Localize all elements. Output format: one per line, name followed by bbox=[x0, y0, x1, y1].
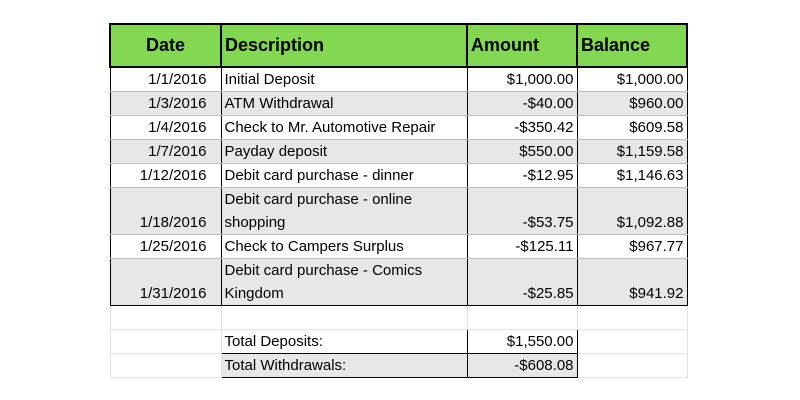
date-cell[interactable]: 1/18/2016 bbox=[110, 188, 221, 235]
amount-cell[interactable]: $550.00 bbox=[467, 140, 577, 164]
header-balance[interactable]: Balance bbox=[577, 24, 687, 67]
total-withdrawals-value[interactable]: -$608.08 bbox=[467, 353, 577, 377]
total-withdrawals-row bbox=[110, 353, 687, 377]
table-row bbox=[110, 188, 687, 235]
total-deposits-value[interactable]: $1,550.00 bbox=[467, 329, 577, 353]
date-cell[interactable]: 1/3/2016 bbox=[110, 92, 221, 116]
table-row bbox=[110, 140, 687, 164]
description-cell[interactable]: Initial Deposit bbox=[221, 67, 467, 92]
amount-cell[interactable]: -$25.85 bbox=[467, 259, 577, 306]
empty-cell[interactable] bbox=[467, 306, 577, 330]
register-table bbox=[109, 23, 688, 378]
table-row bbox=[110, 67, 687, 92]
amount-cell[interactable]: $1,000.00 bbox=[467, 67, 577, 92]
table-row bbox=[110, 235, 687, 259]
description-cell[interactable]: ATM Withdrawal bbox=[221, 92, 467, 116]
description-cell[interactable]: Check to Mr. Automotive Repair bbox=[221, 116, 467, 140]
date-cell[interactable]: 1/7/2016 bbox=[110, 140, 221, 164]
date-cell[interactable]: 1/1/2016 bbox=[110, 67, 221, 92]
total-deposits-label[interactable]: Total Deposits: bbox=[221, 329, 467, 353]
balance-cell[interactable]: $609.58 bbox=[577, 116, 687, 140]
empty-cell[interactable] bbox=[577, 353, 687, 377]
date-cell[interactable]: 1/4/2016 bbox=[110, 116, 221, 140]
table-row bbox=[110, 164, 687, 188]
table-row bbox=[110, 116, 687, 140]
empty-cell[interactable] bbox=[110, 306, 221, 330]
header-row bbox=[110, 24, 687, 67]
table-row bbox=[110, 259, 687, 306]
empty-cell[interactable] bbox=[221, 306, 467, 330]
total-deposits-row bbox=[110, 329, 687, 353]
total-withdrawals-label[interactable]: Total Withdrawals: bbox=[221, 353, 467, 377]
header-date[interactable]: Date bbox=[110, 24, 221, 67]
header-amount[interactable]: Amount bbox=[467, 24, 577, 67]
description-cell[interactable]: Debit card purchase - online shopping bbox=[221, 188, 467, 235]
empty-row bbox=[110, 306, 687, 330]
amount-cell[interactable]: -$40.00 bbox=[467, 92, 577, 116]
balance-cell[interactable]: $1,092.88 bbox=[577, 188, 687, 235]
description-cell[interactable]: Check to Campers Surplus bbox=[221, 235, 467, 259]
balance-cell[interactable]: $960.00 bbox=[577, 92, 687, 116]
description-cell[interactable]: Payday deposit bbox=[221, 140, 467, 164]
table-row bbox=[110, 92, 687, 116]
date-cell[interactable]: 1/25/2016 bbox=[110, 235, 221, 259]
balance-cell[interactable]: $941.92 bbox=[577, 259, 687, 306]
date-cell[interactable]: 1/31/2016 bbox=[110, 259, 221, 306]
empty-cell[interactable] bbox=[110, 353, 221, 377]
empty-cell[interactable] bbox=[110, 329, 221, 353]
balance-cell[interactable]: $967.77 bbox=[577, 235, 687, 259]
amount-cell[interactable]: -$350.42 bbox=[467, 116, 577, 140]
empty-cell[interactable] bbox=[577, 306, 687, 330]
date-cell[interactable]: 1/12/2016 bbox=[110, 164, 221, 188]
empty-cell[interactable] bbox=[577, 329, 687, 353]
amount-cell[interactable]: -$53.75 bbox=[467, 188, 577, 235]
amount-cell[interactable]: -$125.11 bbox=[467, 235, 577, 259]
amount-cell[interactable]: -$12.95 bbox=[467, 164, 577, 188]
balance-cell[interactable]: $1,159.58 bbox=[577, 140, 687, 164]
header-description[interactable]: Description bbox=[221, 24, 467, 67]
description-cell[interactable]: Debit card purchase - dinner bbox=[221, 164, 467, 188]
balance-cell[interactable]: $1,000.00 bbox=[577, 67, 687, 92]
description-cell[interactable]: Debit card purchase - Comics Kingdom bbox=[221, 259, 467, 306]
balance-cell[interactable]: $1,146.63 bbox=[577, 164, 687, 188]
